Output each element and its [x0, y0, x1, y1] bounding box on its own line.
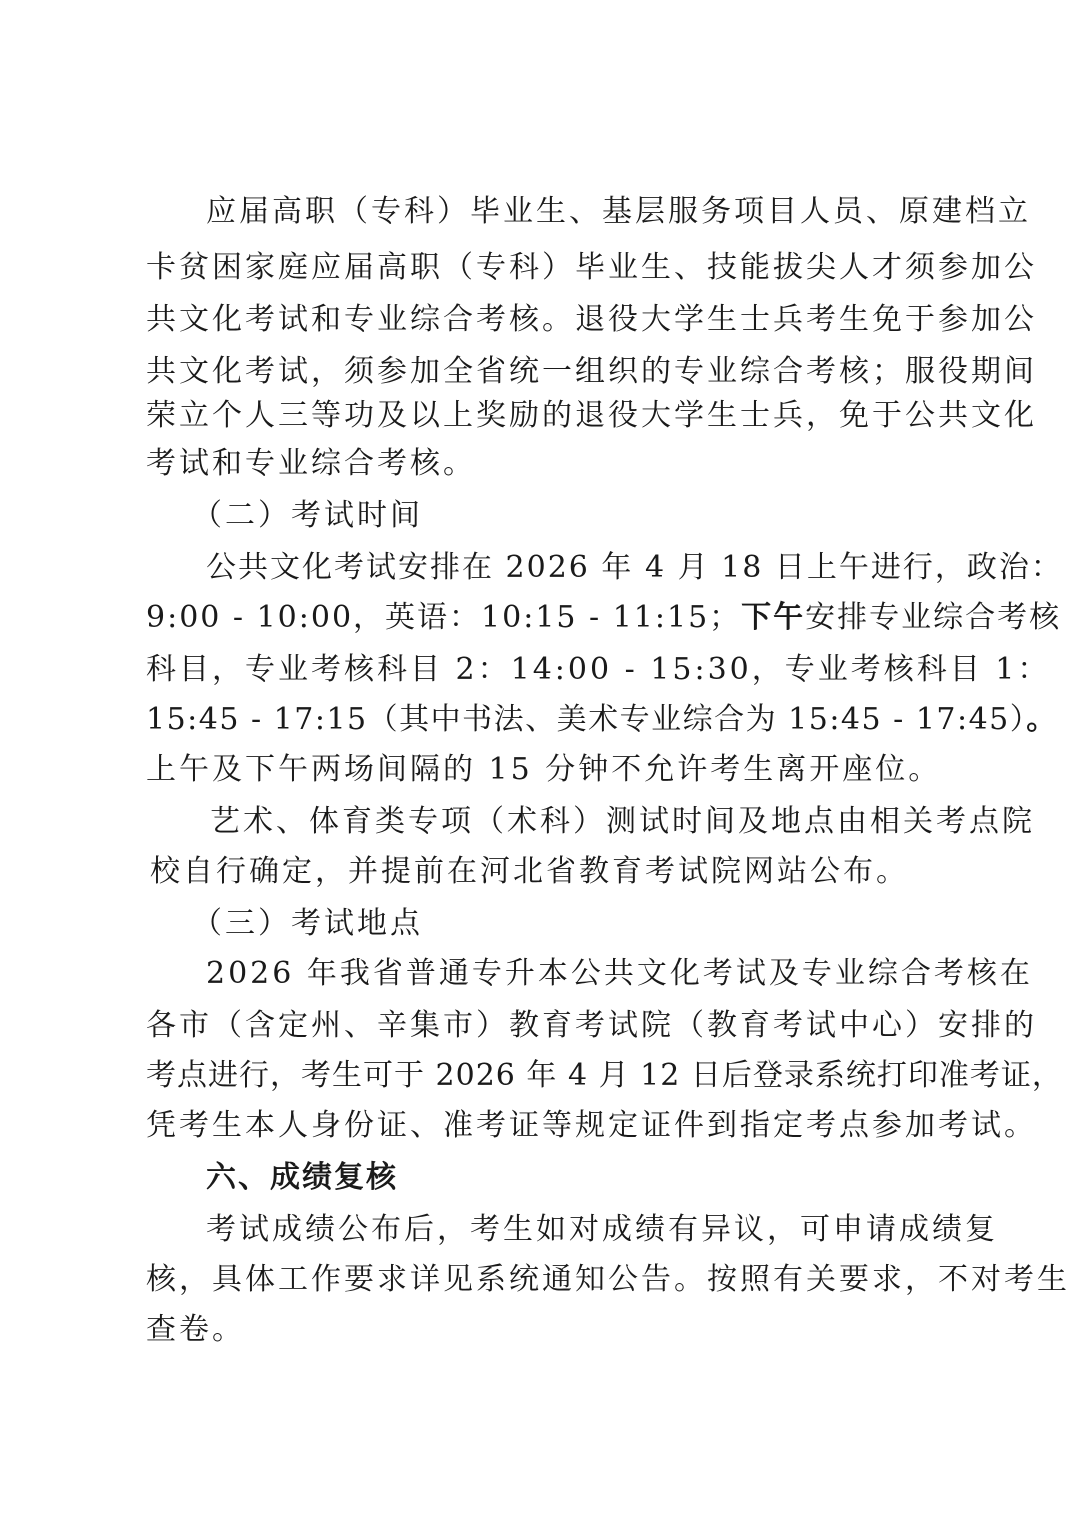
text-line	[146, 590, 1062, 646]
text-line: 共文化考试和专业综合考核。退役大学生士兵考生免于参加公	[146, 302, 1037, 337]
text-line: 共文化考试，须参加全省统一组织的专业综合考核；服役期间	[146, 354, 1037, 389]
text-line: 公共文化考试安排在 2026 年 4 月 18 日上午进行，政治：	[206, 550, 1063, 585]
text-line: 凭考生本人身份证、准考证等规定证件到指定考点参加考试。	[146, 1108, 1037, 1143]
emphasis-text: 下午	[741, 600, 806, 635]
text-line: 核，具体工作要求详见系统通知公告。按照有关要求，不对考生	[146, 1262, 1070, 1297]
emphasis-text: 。	[1026, 702, 1058, 737]
text-line: 考试和专业综合考核。	[146, 446, 476, 481]
text-line: 2026 年我省普通专升本公共文化考试及专业综合考核在	[206, 956, 1033, 991]
text-line: 应届高职（专科）毕业生、基层服务项目人员、原建档立	[206, 194, 1031, 229]
text-line	[146, 692, 1058, 748]
text-line: 各市（含定州、辛集市）教育考试院（教育考试中心）安排的	[146, 1008, 1037, 1043]
text-line: 考试成绩公布后，考生如对成绩有异议，可申请成绩复	[206, 1212, 998, 1247]
text-segment: 安排专业综合考核	[805, 600, 1062, 635]
text-line: 科目，专业考核科目 2：14:00 - 15:30，专业考核科目 1：	[146, 652, 1051, 687]
text-segment: 9:00 - 10:00，英语：10:15 - 11:15；	[146, 600, 742, 635]
section-heading: （三）考试地点	[192, 906, 423, 941]
text-segment: 15:45 - 17:15（其中书法、美术专业综合为 15:45 - 17:45）	[146, 702, 1027, 737]
text-line: 艺术、体育类专项（术科）测试时间及地点由相关考点院	[210, 804, 1035, 839]
text-line: 考点进行，考生可于 2026 年 4 月 12 日后登录系统打印准考证，	[146, 1058, 1063, 1093]
section-heading: 六、成绩复核	[206, 1160, 398, 1195]
text-line: 校自行确定，并提前在河北省教育考试院网站公布。	[150, 854, 909, 889]
text-line: 查卷。	[146, 1312, 245, 1347]
section-heading: （二）考试时间	[192, 498, 423, 533]
text-line: 上午及下午两场间隔的 15 分钟不允许考生离开座位。	[146, 752, 942, 787]
text-line: 卡贫困家庭应届高职（专科）毕业生、技能拔尖人才须参加公	[146, 250, 1037, 285]
text-line: 荣立个人三等功及以上奖励的退役大学生士兵，免于公共文化	[146, 398, 1037, 433]
